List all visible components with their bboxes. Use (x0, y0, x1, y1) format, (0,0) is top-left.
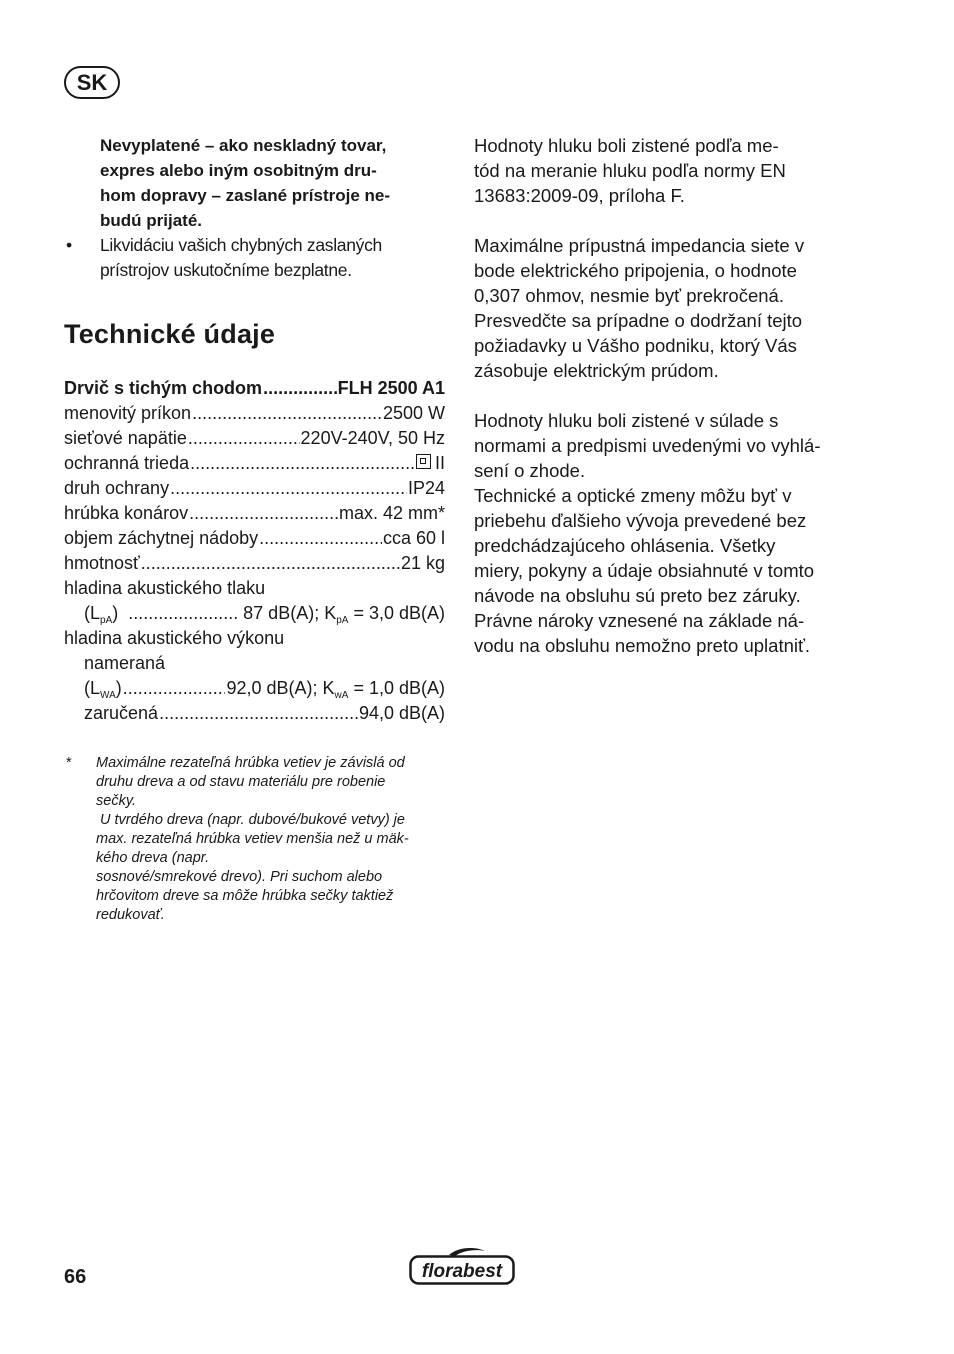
footnote (64, 754, 445, 925)
footnote-star: * (66, 755, 72, 771)
return-note-line: Nevyplatené – ako neskladný tovar, (100, 136, 387, 155)
paragraph-line: Technické a optické zmeny môžu byť v (474, 485, 792, 506)
paragraph-line: sení o zhode. (474, 460, 586, 481)
spec-row-container (64, 526, 445, 551)
paragraph-line: Hodnoty hluku boli zistené podľa me- (474, 135, 779, 156)
footnote-line: U tvrdého dreva (napr. dubové/bukové vetvy) je (96, 812, 405, 828)
leader-dots (190, 451, 415, 476)
lwa-symbol: $(L_{WA})$ (84, 678, 122, 701)
leader-dots (123, 676, 226, 701)
spec-label: sieťové napätie (64, 428, 187, 448)
spec-label: hmotnosť (64, 553, 140, 573)
spec-value: FLH 2500 A1 (337, 378, 445, 398)
noise-paragraph (474, 133, 874, 208)
spec-label: zaručená (84, 703, 159, 723)
logo-text: florabest (421, 1261, 503, 1282)
spec-value: 94,0 dB(A) (358, 703, 445, 723)
leader-dots (159, 701, 358, 726)
bullet-line: prístrojov uskutočníme bezplatne. (100, 260, 352, 280)
bullet-mark: • (66, 235, 72, 255)
lpa-symbol: $(L_{pA})$ (84, 603, 119, 626)
spec-value: 21 kg (400, 553, 445, 573)
spec-row-power (64, 401, 445, 426)
conformity-paragraph (474, 408, 874, 483)
spec-value: max. 42 mm* (338, 503, 445, 523)
spec-value: 220V-240V, 50 Hz (300, 428, 445, 448)
footnote-line: kého dreva (napr. (96, 850, 210, 866)
paragraph-line: priebehu ďalšieho vývoja prevedené bez (474, 510, 807, 531)
disposal-bullet (66, 233, 445, 283)
spec-row-weight (64, 551, 445, 576)
leader-dots (259, 526, 382, 551)
leader-dots (188, 426, 300, 451)
spec-row-lpa (64, 601, 445, 626)
paragraph-line: normami a predpismi uvedenými vo vyhlá- (474, 435, 821, 456)
leader-dots (192, 401, 382, 426)
florabest-logo (409, 1246, 515, 1286)
spec-label: hrúbka konárov (64, 503, 189, 523)
footnote-line: Maximálne rezateľná hrúbka vetiev je závislá od (96, 755, 405, 771)
page-number: 66 (64, 1266, 87, 1288)
spec-row-ip (64, 476, 445, 501)
spec-row-voltage (64, 426, 445, 451)
return-note-line: hom dopravy – zaslané prístroje ne- (100, 186, 391, 205)
spec-label: druh ochrany (64, 478, 170, 498)
paragraph-line: Maximálne prípustná impedancia siete v (474, 235, 805, 256)
spec-value: IP24 (407, 478, 445, 498)
paragraph-line: tód na meranie hluku podľa normy EN (474, 160, 786, 181)
protection-class-ii-icon (416, 454, 431, 469)
paragraph-line: Hodnoty hluku boli zistené v súlade s (474, 410, 779, 431)
paragraph-line: predchádzajúceho ohlásenia. Všetky (474, 535, 776, 556)
sound-pressure-label: hladina akustického tlaku (64, 578, 266, 598)
left-column (64, 133, 445, 925)
right-column (474, 133, 874, 658)
footnote-line: hrčovitom dreve sa môže hrúbka sečky taktiež (96, 888, 394, 904)
spec-label: objem záchytnej nádoby (64, 528, 259, 548)
measured-label: nameraná (84, 653, 166, 673)
paragraph-line: vodu na obsluhu nemožno preto uplatniť. (474, 635, 811, 656)
impedance-paragraph (474, 233, 874, 383)
footnote-line: redukovať. (96, 907, 165, 923)
spec-value: 2500 W (382, 403, 445, 423)
paragraph-line: miery, pokyny a údaje obsiahnuté v tomto (474, 560, 815, 581)
footnote-line: druhu dreva a od stavu materiálu pre robenie (96, 774, 386, 790)
leader-dots (128, 601, 237, 626)
footnote-line: sečky. (96, 793, 137, 809)
spec-label: Drvič s tichým chodom (64, 378, 263, 398)
spec-row-protection-class (64, 451, 445, 476)
paragraph-line: návode na obsluhu sú preto bez záruky. (474, 585, 801, 606)
paragraph-line: Právne nároky vznesené na základe ná- (474, 610, 805, 631)
spec-row-product (64, 376, 445, 401)
footnote-line: max. rezateľná hrúbka vetiev menšia než u mäk- (96, 831, 409, 847)
return-note-line: expres alebo iným osobitným dru- (100, 161, 377, 180)
bullet-line: Likvidáciu vašich chybných zaslaných (100, 235, 382, 255)
return-note (100, 133, 445, 233)
return-note-line: budú prijaté. (100, 211, 202, 230)
paragraph-line: 0,307 ohmov, nesmie byť prekročená. (474, 285, 784, 306)
spec-row-lwa (64, 676, 445, 701)
paragraph-line: Presvedčte sa prípadne o dodržaní tejto (474, 310, 803, 331)
spec-table (64, 376, 445, 726)
spec-label: menovitý príkon (64, 403, 192, 423)
paragraph-line: bode elektrického pripojenia, o hodnote (474, 260, 797, 281)
spec-row-guaranteed (64, 701, 445, 726)
lpa-value: 87 dB(A); $K_{pA} = 3,0$ dB(A) (243, 603, 445, 626)
lwa-value: 92,0 dB(A); $K_{wA} = 1,0$ dB(A) (226, 678, 445, 701)
sound-power-label: hladina akustického výkonu (64, 628, 285, 648)
leader-dots (141, 551, 400, 576)
spec-value: II (434, 453, 445, 473)
leader-dots (263, 376, 337, 401)
section-title: Technické údaje (64, 319, 276, 349)
spec-row-branch-thickness (64, 501, 445, 526)
paragraph-line: požiadavky u Vášho podniku, ktorý Vás (474, 335, 797, 356)
language-badge: SK (64, 66, 120, 99)
paragraph-line: zásobuje elektrickým prúdom. (474, 360, 719, 381)
leader-dots (189, 501, 338, 526)
leader-dots (170, 476, 407, 501)
paragraph-line: 13683:2009-09, príloha F. (474, 185, 685, 206)
spec-label: ochranná trieda (64, 453, 190, 473)
footnote-line: sosnové/smrekové drevo). Pri suchom alebo (96, 869, 383, 885)
spec-value: cca 60 l (382, 528, 445, 548)
changes-paragraph (474, 483, 874, 658)
